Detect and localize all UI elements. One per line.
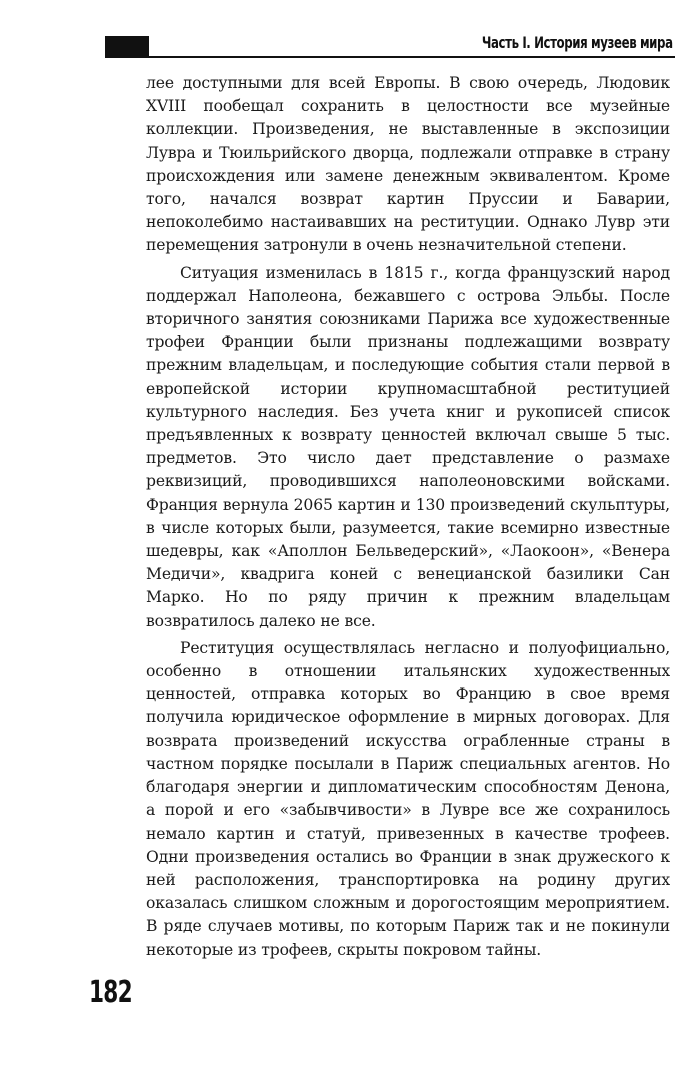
page-number: 182	[89, 975, 132, 1010]
running-header	[105, 33, 675, 61]
header-rule	[149, 56, 675, 58]
paragraph-3: Реституция осуществлялась негласно и полуофициально, особенно в отношении итальянских художественных ценностей, отправка которых во Францию в свое время получила юридическое оформление в мирных договорах. Для возврата произведений искусства ограбленные страны в частном порядке посылали в Париж специальных агентов. Но благодаря энергии и дипломатическим способностям Денона, а порой и его «забывчивости» в Лувре все же сохранилось немало картин и статуй, привезенных в качестве трофеев. Одни произведения остались во Франции в знак дружеского к ней расположения, транспортировка на родину других оказалась слишком сложным и дорогостоящим мероприятием. В ряде случаев мотивы, по которым Париж так и не покинули некоторые из трофеев, скрыты покровом тайны.	[146, 638, 670, 959]
paragraph-1: лее доступными для всей Европы. В свою очередь, Людовик XVIII пообещал сохранить в целостности все музейные коллекции. Произведения, не выставленные в экспозиции Лувра и Тюильрийского дворца, подлежали отправке в страну происхождения или замене денежным эквивалентом. Кроме того, начался возврат картин Пруссии и Баварии, непоколебимо настаивавших на реституции. Однако Лувр эти перемещения затронули в очень незначительной степени.	[146, 74, 670, 255]
body-text	[146, 72, 670, 962]
header-black-block	[105, 36, 149, 58]
paragraph-2: Ситуация изменилась в 1815 г., когда французский народ поддержал Наполеона, бежавшего с острова Эльбы. После вторичного занятия союзниками Парижа все художественные трофеи Франции были признаны подлежащими возврату прежним владельцам, и последующие события стали первой в европейской истории крупномасштабной реституцией культурного наследия. Без учета книг и рукописей список предъявленных к возврату ценностей включал свыше 5 тыс. предметов. Это число дает представление о размахе реквизиций, проводившихся наполеоновскими войсками. Франция вернула 2065 картин и 130 произведений скульптуры, в числе которых были, разумеется, такие всемирно известные шедевры, как «Аполлон Бельведерский», «Лаокоон», «Венера Медичи», квадрига коней с венецианской базилики Сан Марко. Но по ряду причин к прежним владельцам возвратилось далеко не все.	[146, 263, 670, 630]
header-title: Часть I. История музеев мира	[482, 33, 673, 52]
